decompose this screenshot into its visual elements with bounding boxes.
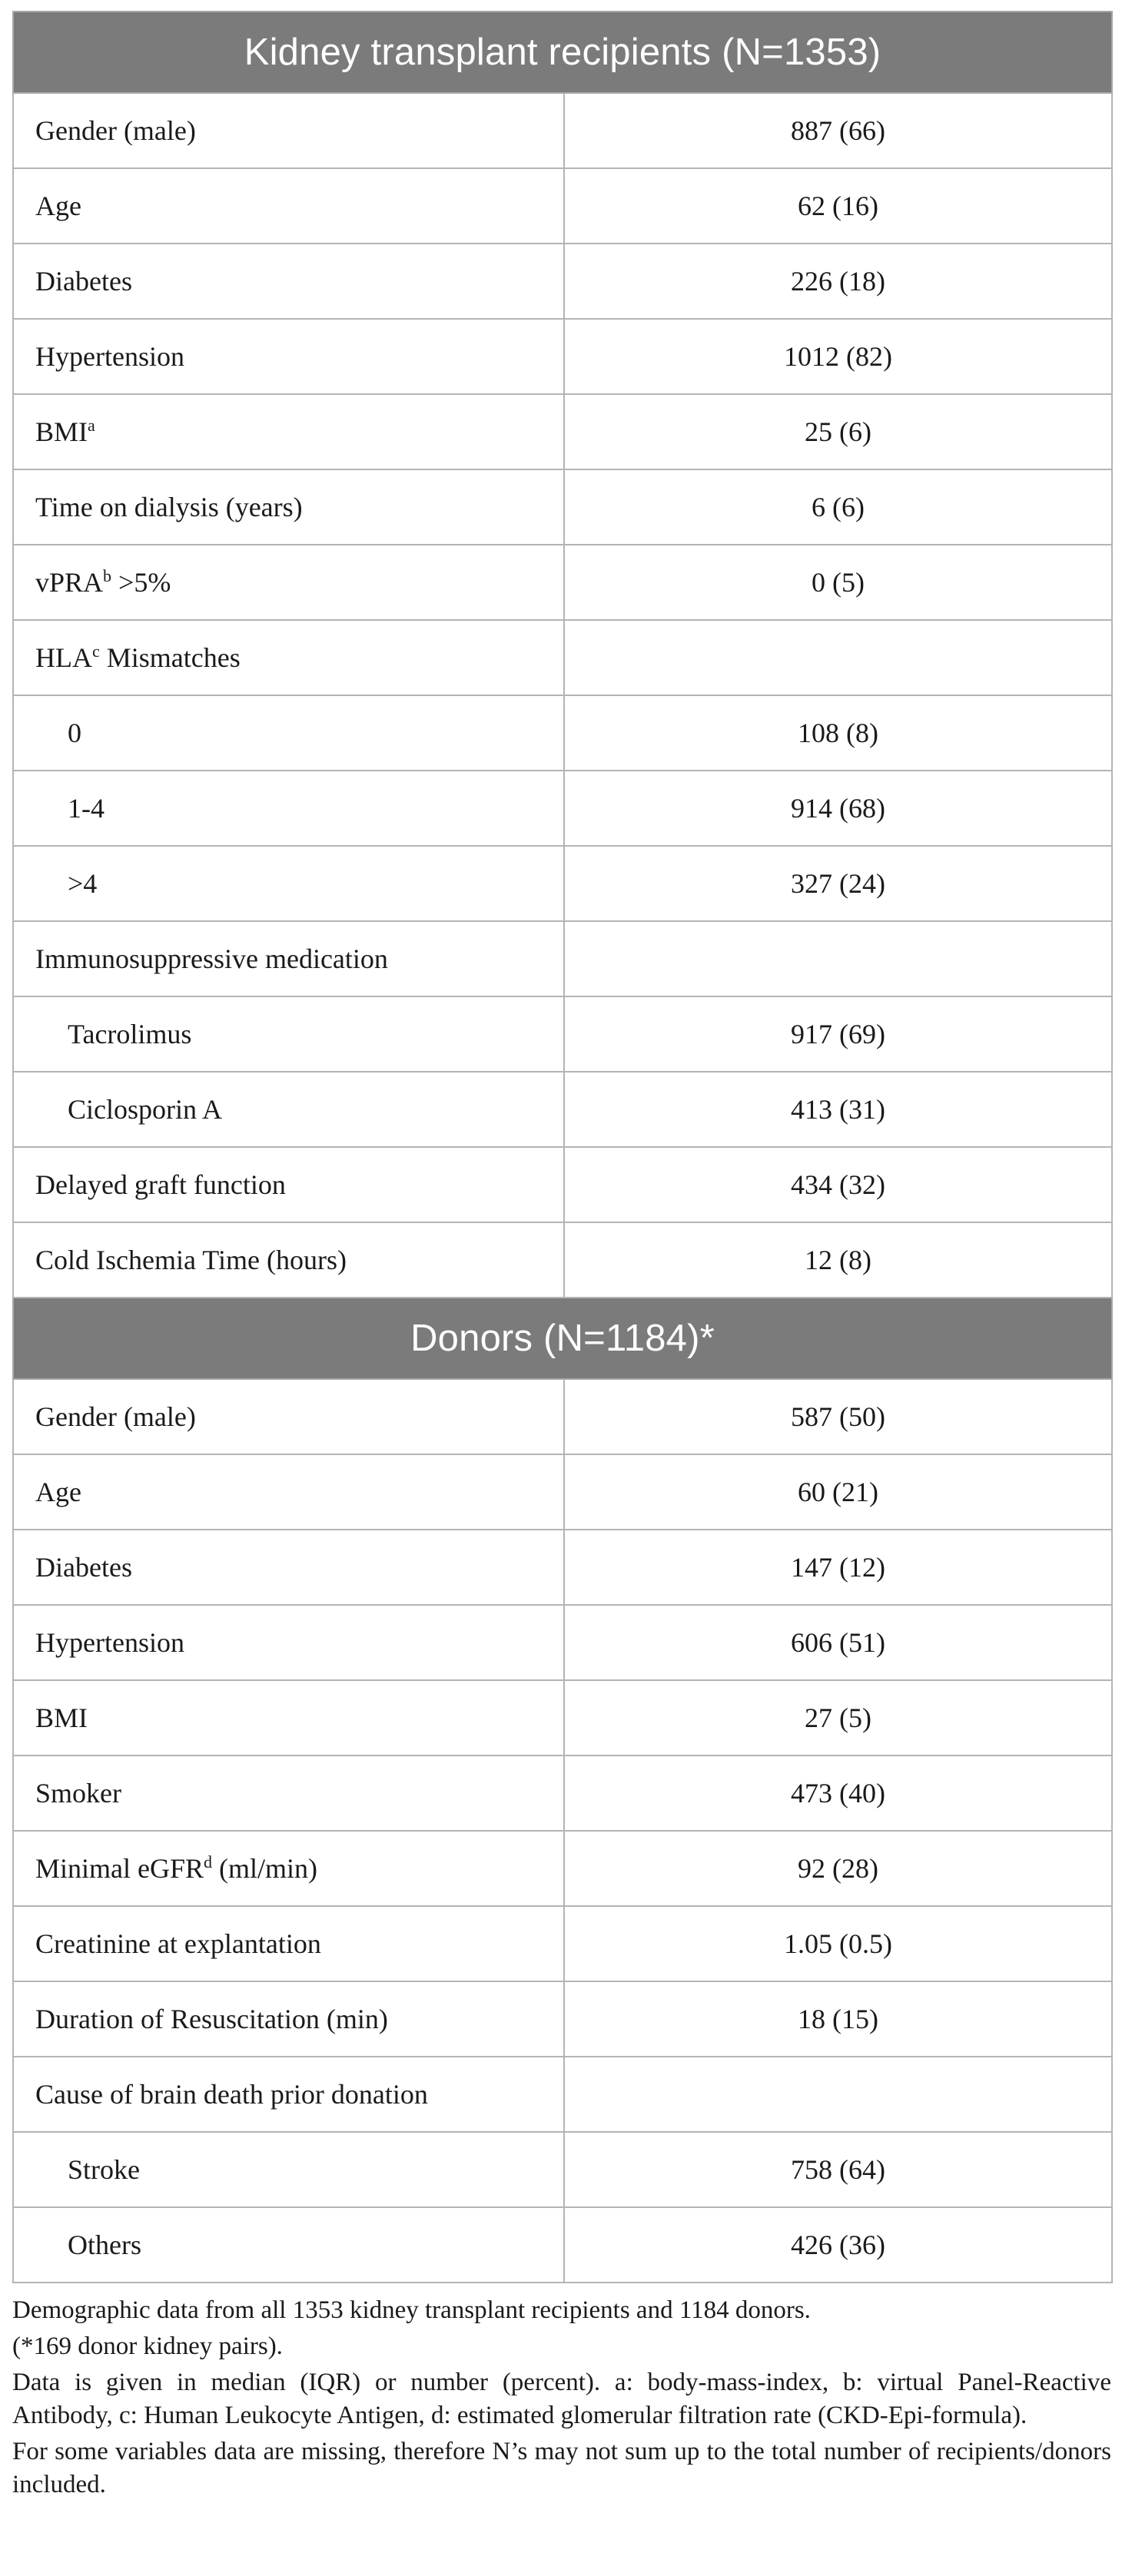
table-row <box>13 2132 1112 2207</box>
row-value: 887 (66) <box>564 93 1112 168</box>
footnote-marker: d <box>204 1852 213 1871</box>
row-label <box>13 1454 564 1530</box>
table-row <box>13 695 1112 771</box>
row-label <box>13 1530 564 1605</box>
row-label-text: Tacrolimus <box>68 1019 192 1049</box>
row-label-text: Smoker <box>35 1778 121 1809</box>
table-row <box>13 846 1112 921</box>
table-row <box>13 469 1112 545</box>
row-label <box>13 93 564 168</box>
row-label <box>13 2132 564 2207</box>
footnote-marker: a <box>88 416 95 435</box>
row-label <box>13 469 564 545</box>
row-label <box>13 1755 564 1831</box>
demographics-table <box>12 11 1113 2283</box>
row-label-text: Minimal eGFR <box>35 1853 204 1884</box>
table-row <box>13 319 1112 394</box>
row-value: 426 (36) <box>564 2207 1112 2283</box>
footnote-line: Demographic data from all 1353 kidney transplant recipients and 1184 donors. <box>12 2296 811 2324</box>
table-row <box>13 1530 1112 1605</box>
row-value: 6 (6) <box>564 469 1112 545</box>
table-row <box>13 996 1112 1072</box>
row-label <box>13 2207 564 2283</box>
row-label <box>13 1379 564 1454</box>
row-value: 108 (8) <box>564 695 1112 771</box>
row-label-text: HLA <box>35 642 92 673</box>
row-label <box>13 2057 564 2132</box>
row-label <box>13 1605 564 1680</box>
row-label <box>13 319 564 394</box>
row-label-text: Age <box>35 1477 81 1507</box>
row-label-text: Cold Ischemia Time (hours) <box>35 1245 347 1275</box>
row-label <box>13 1147 564 1222</box>
row-value <box>564 921 1112 996</box>
row-value: 147 (12) <box>564 1530 1112 1605</box>
row-value: 327 (24) <box>564 846 1112 921</box>
row-value: 606 (51) <box>564 1605 1112 1680</box>
footnote-marker: c <box>92 642 100 661</box>
row-label <box>13 1072 564 1147</box>
row-label-text: >4 <box>68 868 98 899</box>
table-row <box>13 1605 1112 1680</box>
table-row <box>13 1680 1112 1755</box>
recipients-section <box>13 12 1112 1298</box>
row-label-text: Hypertension <box>35 1627 184 1658</box>
row-label-text: Hypertension <box>35 341 184 372</box>
table-row <box>13 1072 1112 1147</box>
row-label-text: Creatinine at explantation <box>35 1928 321 1959</box>
row-label <box>13 1981 564 2057</box>
table-row <box>13 1755 1112 1831</box>
row-label <box>13 545 564 620</box>
row-label-text: Time on dialysis (years) <box>35 492 303 522</box>
row-label-text: BMI <box>35 1702 88 1733</box>
row-label <box>13 1222 564 1298</box>
row-label-text: Ciclosporin A <box>68 1094 223 1125</box>
row-label-text: Diabetes <box>35 1552 132 1583</box>
table-row <box>13 1147 1112 1222</box>
row-label <box>13 620 564 695</box>
row-value: 914 (68) <box>564 771 1112 846</box>
row-label <box>13 846 564 921</box>
table-row <box>13 2207 1112 2283</box>
row-label-text: 0 <box>68 718 81 748</box>
recipients-header-row <box>13 12 1112 93</box>
table-row <box>13 1831 1112 1906</box>
row-value <box>564 620 1112 695</box>
table-row <box>13 93 1112 168</box>
row-value: 1.05 (0.5) <box>564 1906 1112 1981</box>
row-label <box>13 695 564 771</box>
row-value: 25 (6) <box>564 394 1112 469</box>
row-label-text: Age <box>35 191 81 221</box>
row-value: 18 (15) <box>564 1981 1112 2057</box>
row-label <box>13 394 564 469</box>
row-value: 758 (64) <box>564 2132 1112 2207</box>
table-row <box>13 620 1112 695</box>
footnote-line: For some variables data are missing, therefore N’s may not sum up to the total number of recipients/donors included. <box>12 2438 1111 2498</box>
row-value: 413 (31) <box>564 1072 1112 1147</box>
row-label <box>13 921 564 996</box>
row-label-text: vPRA <box>35 567 104 598</box>
donors-section <box>13 1298 1112 2283</box>
row-value: 226 (18) <box>564 244 1112 319</box>
table-row <box>13 1454 1112 1530</box>
row-value <box>564 2057 1112 2132</box>
row-value: 12 (8) <box>564 1222 1112 1298</box>
footnote-marker: b <box>103 566 112 585</box>
table-row <box>13 921 1112 996</box>
table-row <box>13 771 1112 846</box>
row-label-text: Gender (male) <box>35 115 196 146</box>
table-row <box>13 1981 1112 2057</box>
row-label-suffix: (ml/min) <box>212 1853 318 1884</box>
row-label-text: Gender (male) <box>35 1401 196 1432</box>
row-value: 917 (69) <box>564 996 1112 1072</box>
row-label-text: Duration of Resuscitation (min) <box>35 2004 388 2034</box>
row-value: 27 (5) <box>564 1680 1112 1755</box>
row-label-text: Cause of brain death prior donation <box>35 2079 428 2110</box>
row-label-text: 1-4 <box>68 793 105 824</box>
row-label <box>13 1906 564 1981</box>
table-footnotes <box>12 2294 1111 2505</box>
row-label <box>13 1680 564 1755</box>
table-row <box>13 1222 1112 1298</box>
row-label <box>13 771 564 846</box>
row-label-suffix: Mismatches <box>99 642 241 673</box>
row-value: 473 (40) <box>564 1755 1112 1831</box>
table-row <box>13 244 1112 319</box>
row-label-suffix: >5% <box>111 567 171 598</box>
recipients-header: Kidney transplant recipients (N=1353) <box>13 12 1112 93</box>
donors-header: Donors (N=1184)* <box>13 1298 1112 1379</box>
footnote-line: (*169 donor kidney pairs). <box>12 2332 283 2360</box>
row-value: 62 (16) <box>564 168 1112 244</box>
row-label-text: Diabetes <box>35 266 132 297</box>
table-row <box>13 1379 1112 1454</box>
row-value: 92 (28) <box>564 1831 1112 1906</box>
footnote-line: Data is given in median (IQR) or number (percent). a: body-mass-index, b: virtual Panel-Reactive Antibody, c: Human Leukocyte Antigen, d: estimated glomerular filtration rate (CKD-Epi-formula). <box>12 2369 1111 2429</box>
row-label-text: Immunosuppressive medication <box>35 943 388 974</box>
table-row <box>13 394 1112 469</box>
row-label-text: Delayed graft function <box>35 1169 286 1200</box>
donors-header-row <box>13 1298 1112 1379</box>
table-row <box>13 1906 1112 1981</box>
row-label-text: Stroke <box>68 2154 140 2185</box>
row-value: 60 (21) <box>564 1454 1112 1530</box>
row-label <box>13 168 564 244</box>
demographics-table-container <box>12 11 1111 2283</box>
table-row <box>13 2057 1112 2132</box>
row-label <box>13 244 564 319</box>
table-row <box>13 545 1112 620</box>
row-label-text: BMI <box>35 416 88 447</box>
row-value: 434 (32) <box>564 1147 1112 1222</box>
row-value: 0 (5) <box>564 545 1112 620</box>
row-label-text: Others <box>68 2230 141 2260</box>
table-row <box>13 168 1112 244</box>
row-label <box>13 996 564 1072</box>
row-value: 1012 (82) <box>564 319 1112 394</box>
row-label <box>13 1831 564 1906</box>
row-value: 587 (50) <box>564 1379 1112 1454</box>
